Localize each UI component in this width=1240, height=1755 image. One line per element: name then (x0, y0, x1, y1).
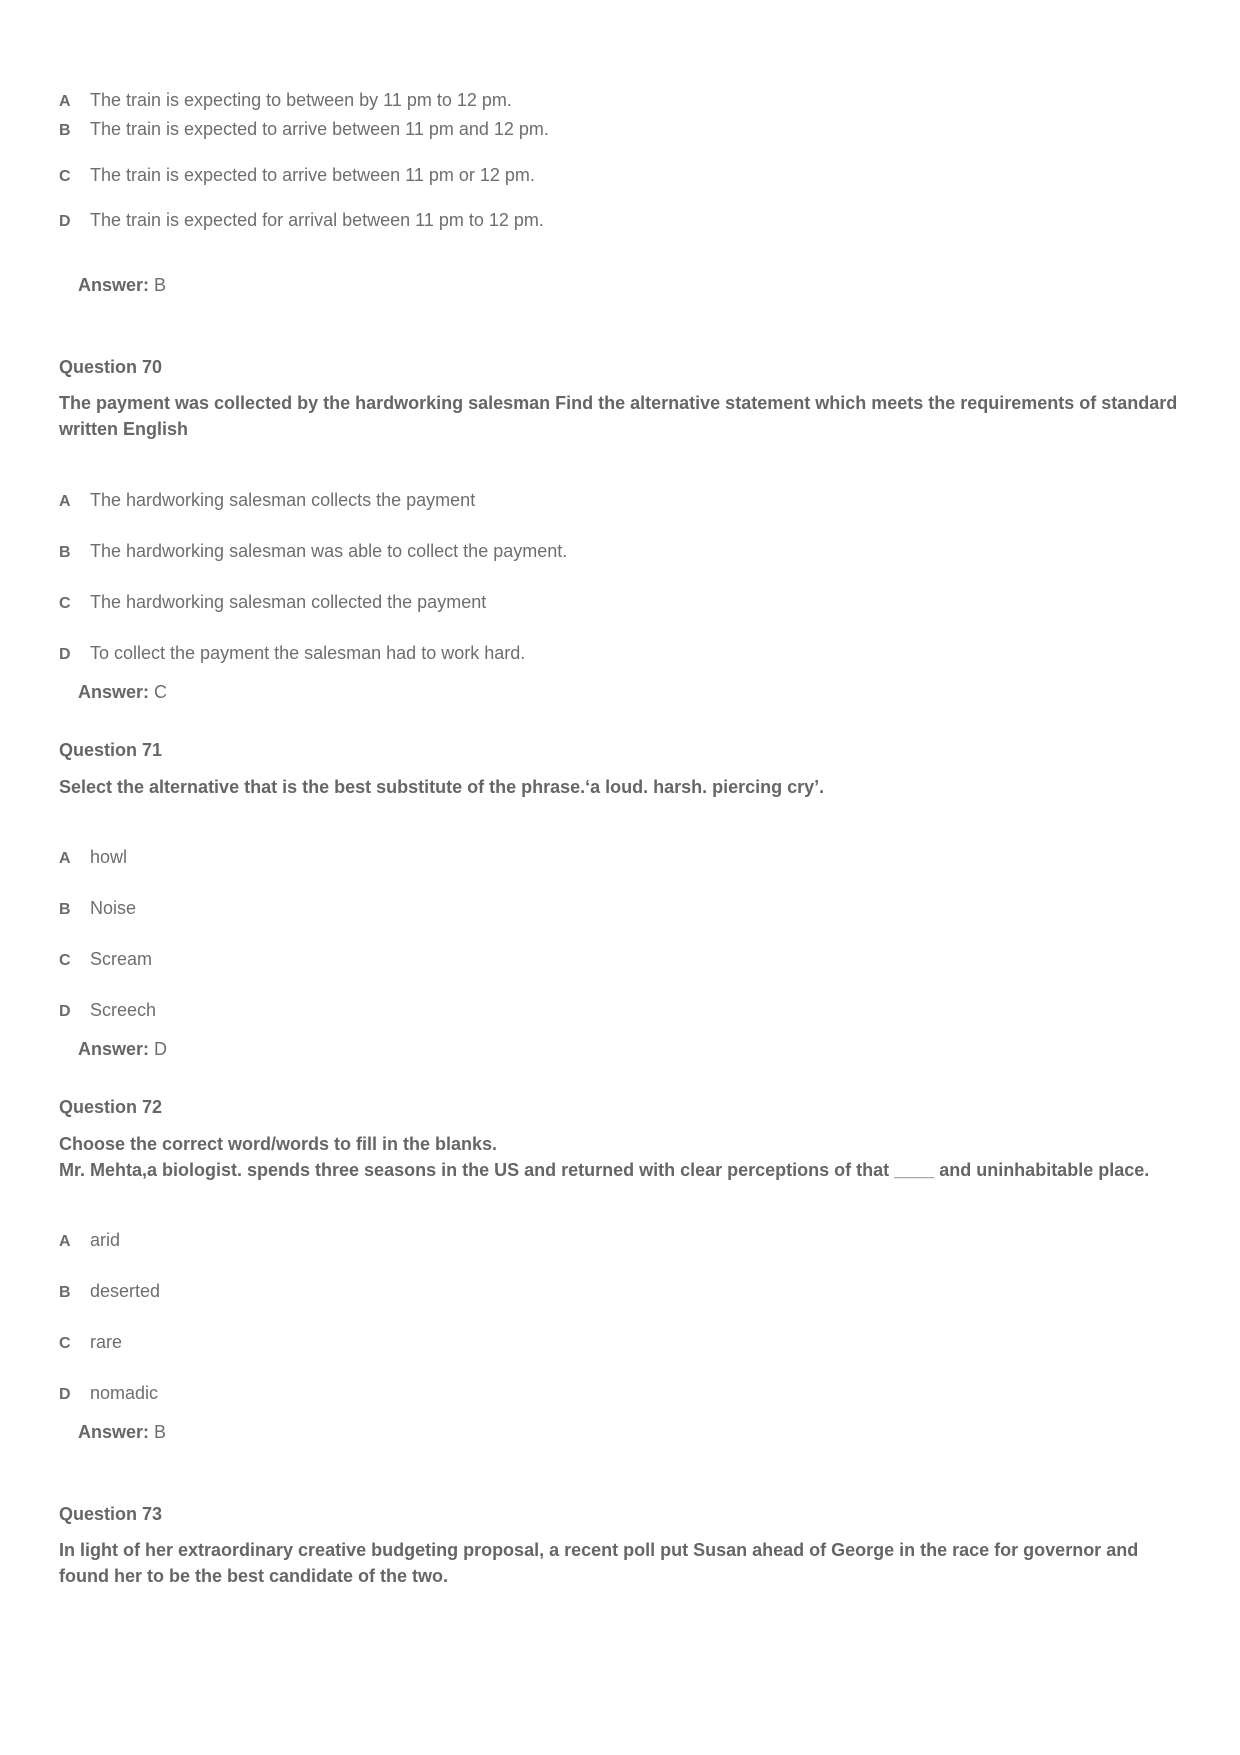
q71-option-b (59, 897, 136, 921)
q71-option-a (59, 846, 127, 870)
q72-option-d (59, 1382, 158, 1406)
option-letter: D (59, 646, 71, 663)
q71-option-c (59, 948, 152, 972)
q72-text (59, 1131, 1179, 1183)
q70-option-d (59, 642, 525, 666)
option-text: The hardworking salesman was able to collect the payment. (90, 541, 568, 561)
answer-label: Answer: (78, 275, 150, 295)
option-text: nomadic (90, 1383, 159, 1403)
option-letter: A (59, 493, 71, 510)
q72-title: Question 72 (59, 1097, 163, 1117)
option-letter: B (59, 122, 71, 139)
option-letter: C (59, 168, 71, 185)
q72-option-b (59, 1280, 160, 1304)
option-letter: C (59, 952, 71, 969)
q70-option-a (59, 489, 475, 513)
option-letter: B (59, 901, 71, 918)
option-text: arid (90, 1230, 121, 1250)
option-text: Screech (90, 1000, 157, 1020)
option-letter: B (59, 1284, 71, 1301)
q70-title: Question 70 (59, 357, 163, 377)
answer-label: Answer: (78, 682, 150, 702)
q72-text-line1: Choose the correct word/words to fill in the blanks. (59, 1134, 498, 1154)
option-letter: C (59, 1335, 71, 1352)
option-letter: A (59, 850, 71, 867)
q69-option-a (59, 89, 512, 113)
q72-option-a (59, 1229, 120, 1253)
q73-title: Question 73 (59, 1504, 163, 1524)
option-text: The hardworking salesman collected the payment (90, 592, 487, 612)
option-text: The train is expected to arrive between 11 pm and 12 pm. (90, 119, 549, 139)
option-text: Scream (90, 949, 153, 969)
answer-value: B (154, 1422, 167, 1442)
q69-option-d (59, 209, 544, 233)
answer-label: Answer: (78, 1422, 150, 1442)
q72-text-line2: Mr. Mehta,a biologist. spends three seasons in the US and returned with clear perceptions of that ____ and uninhabitable place. (59, 1160, 1150, 1180)
option-letter: A (59, 1233, 71, 1250)
option-letter: D (59, 1003, 71, 1020)
option-letter: D (59, 213, 71, 230)
q72-answer (78, 1421, 166, 1443)
option-text: The train is expected to arrive between 11 pm or 12 pm. (90, 165, 535, 185)
q71-text: Select the alternative that is the best substitute of the phrase.‘a loud. harsh. piercing cry’. (59, 777, 825, 797)
option-text: Noise (90, 898, 137, 918)
answer-value: B (154, 275, 167, 295)
answer-value: C (154, 682, 168, 702)
q69-answer (78, 274, 166, 296)
option-letter: B (59, 544, 71, 561)
option-text: The train is expected for arrival between 11 pm to 12 pm. (90, 210, 544, 230)
q71-answer (78, 1038, 167, 1060)
q72-option-c (59, 1331, 122, 1355)
q73-text: In light of her extraordinary creative budgeting proposal, a recent poll put Susan ahead of George in the race for governor and found her to be the best candidate of the two. (59, 1540, 1139, 1586)
q71-title: Question 71 (59, 740, 163, 760)
q70-text: The payment was collected by the hardworking salesman Find the alternative statement which meets the requirements of standard written English (59, 393, 1178, 439)
option-text: The train is expecting to between by 11 pm to 12 pm. (90, 90, 512, 110)
option-letter: D (59, 1386, 71, 1403)
option-text: deserted (90, 1281, 161, 1301)
option-letter: A (59, 93, 71, 110)
q70-answer (78, 681, 167, 703)
q69-option-b (59, 118, 549, 142)
option-text: howl (90, 847, 128, 867)
option-text: The hardworking salesman collects the payment (90, 490, 476, 510)
option-letter: C (59, 595, 71, 612)
answer-label: Answer: (78, 1039, 150, 1059)
q70-option-c (59, 591, 486, 615)
q69-option-c (59, 164, 535, 188)
q71-option-d (59, 999, 156, 1023)
option-text: rare (90, 1332, 123, 1352)
option-text: To collect the payment the salesman had to work hard. (90, 643, 526, 663)
answer-value: D (154, 1039, 168, 1059)
q70-option-b (59, 540, 567, 564)
